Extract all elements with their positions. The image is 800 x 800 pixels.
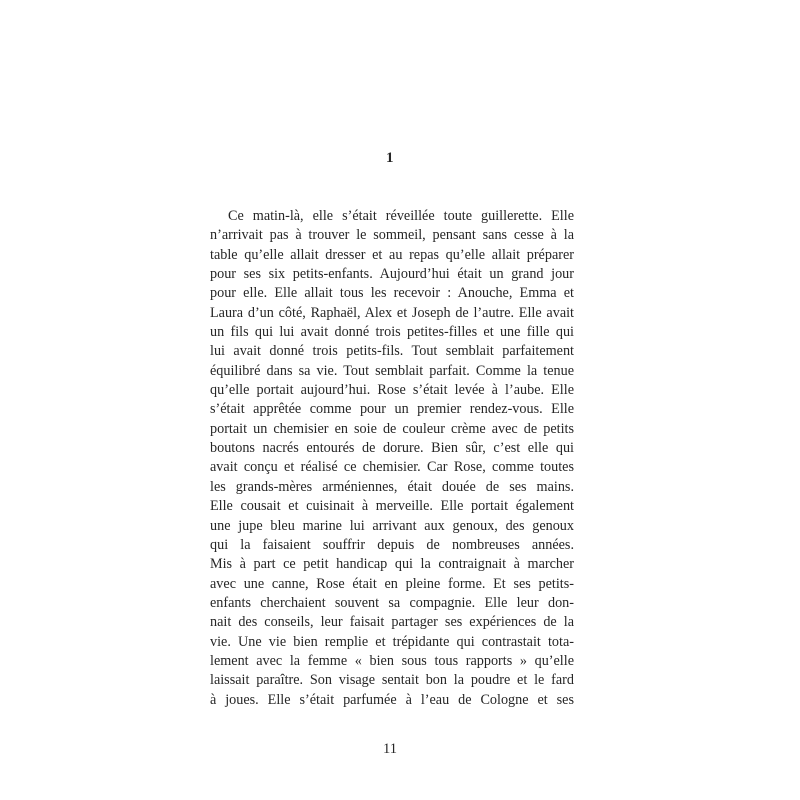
text-line: portait un chemisier en soie de couleur crème avec de petits	[210, 420, 574, 437]
text-line: qui la faisaient souffrir depuis de nombreuses années.	[210, 536, 574, 553]
text-line: pour ses six petits-enfants. Aujourd’hui était un grand jour	[210, 266, 574, 283]
text-line: table qu’elle allait dresser et au repas qu’elle allait préparer	[210, 246, 574, 263]
text-line: Laura d’un côté, Raphaël, Alex et Joseph de l’autre. Elle avait	[210, 304, 574, 321]
text-line: Ce matin-là, elle s’était réveillée toute guillerette. Elle	[228, 208, 574, 224]
text-line: s’était apprêtée comme pour un premier rendez-vous. Elle	[210, 401, 574, 418]
text-line: Mis à part ce petit handicap qui la contraignait à marcher	[210, 556, 574, 573]
text-line: vie. Une vie bien remplie et trépidante qui contrastait tota-	[210, 633, 574, 650]
body-text	[210, 207, 574, 710]
text-line: à joues. Elle s’était parfumée à l’eau de Cologne et ses	[210, 691, 574, 708]
text-line: laissait paraître. Son visage sentait bon la poudre et le fard	[210, 672, 574, 689]
page-number: 11	[383, 741, 397, 757]
text-line: enfants cherchaient souvent sa compagnie. Elle leur don-	[210, 594, 574, 611]
text-line: les grands-mères arméniennes, était douée de ses mains.	[210, 478, 574, 495]
text-line: équilibré dans sa vie. Tout semblait parfait. Comme la tenue	[210, 362, 574, 379]
text-line: n’arrivait pas à trouver le sommeil, pensant sans cesse à la	[210, 227, 574, 244]
text-line: boutons nacrés entourés de dorure. Bien sûr, c’est elle qui	[210, 440, 574, 457]
text-line: une jupe bleu marine lui arrivant aux genoux, des genoux	[210, 517, 574, 534]
text-line: avait conçu et réalisé ce chemisier. Car Rose, comme toutes	[210, 459, 574, 476]
text-line: lui avait donné trois petits-fils. Tout semblait parfaitement	[210, 343, 574, 360]
text-line: un fils qui lui avait donné trois petites-filles et une fille qui	[210, 324, 574, 341]
text-line: avec une canne, Rose était en pleine forme. Et ses petits-	[210, 575, 574, 592]
text-line: pour elle. Elle allait tous les recevoir : Anouche, Emma et	[210, 285, 574, 302]
text-line: nait des conseils, leur faisait partager ses expériences de la	[210, 614, 574, 631]
text-line: lement avec la femme « bien sous tous rapports » qu’elle	[210, 652, 574, 669]
text-line: qu’elle portait aujourd’hui. Rose s’était levée à l’aube. Elle	[210, 382, 574, 399]
chapter-number: 1	[386, 150, 394, 166]
text-line: Elle cousait et cuisinait à merveille. Elle portait également	[210, 498, 574, 515]
